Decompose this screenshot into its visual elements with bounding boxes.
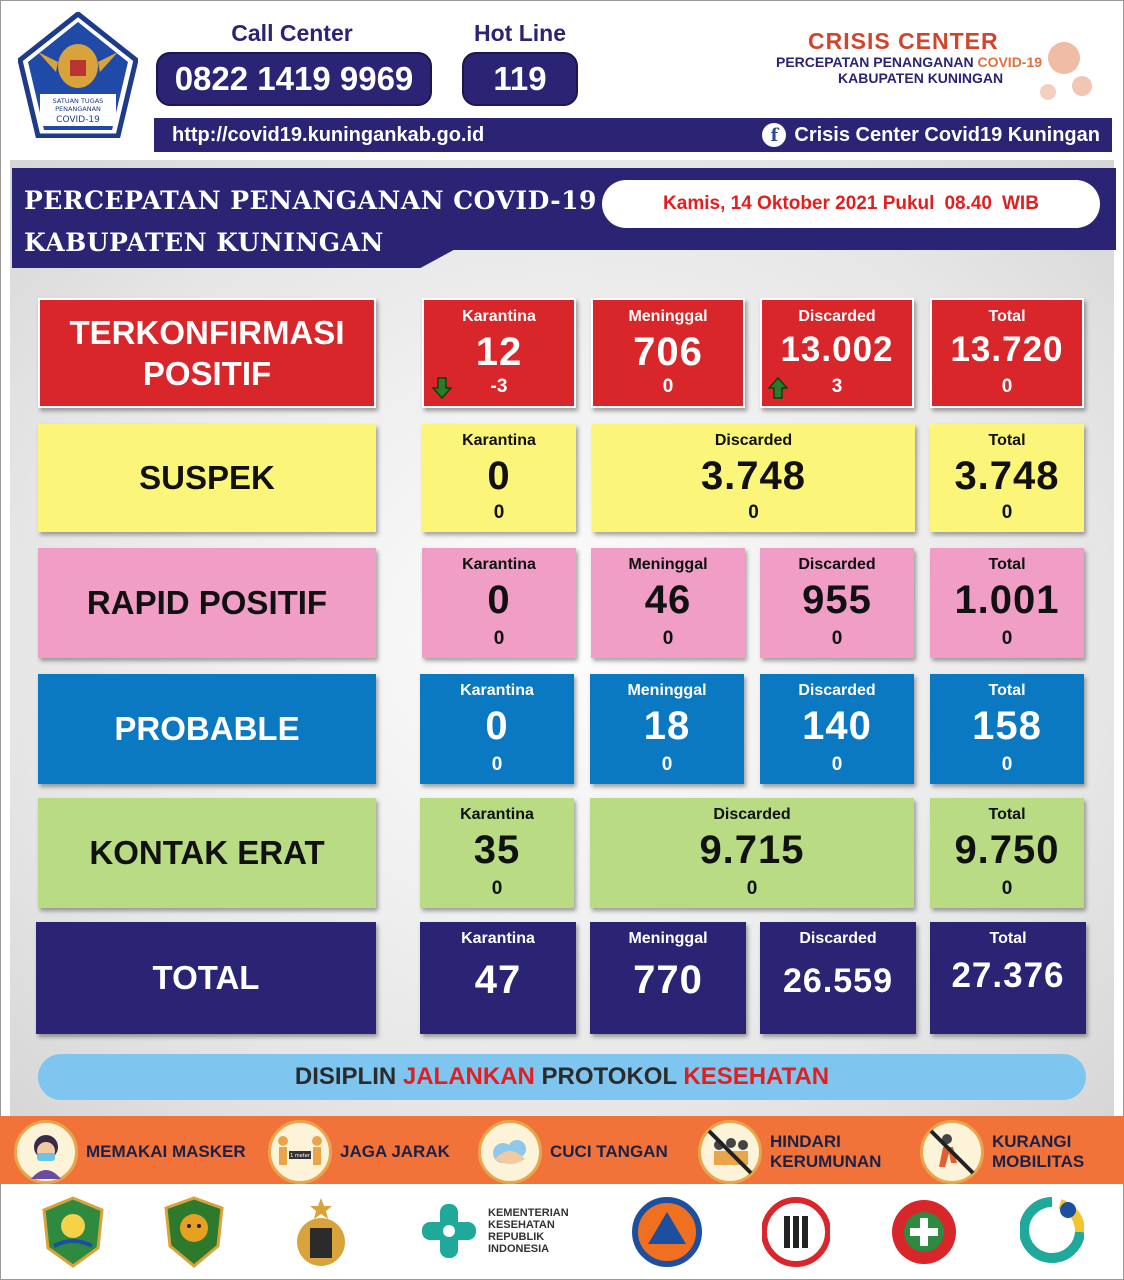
distance-sign-text: 1 meter [290, 1153, 310, 1159]
distance-icon [268, 1120, 332, 1184]
idi-logo [762, 1196, 830, 1268]
row-label-rapid-positif: RAPID POSITIF [38, 548, 376, 658]
rapid-karantina: Karantina 0 0 [422, 548, 576, 658]
crowd-icon [698, 1120, 762, 1184]
probable-total: Total 158 0 [930, 674, 1084, 784]
shield-text-3: COVID-19 [56, 115, 100, 125]
row-label-suspek: SUSPEK [38, 424, 376, 532]
shield-text-2: PENANGANAN [55, 105, 101, 113]
covid19-campaign-logo [1020, 1196, 1084, 1268]
row-label-total: TOTAL [36, 922, 376, 1034]
terkonfirmasi-discarded: Discarded 13.002 3 [760, 298, 914, 408]
mask-icon [14, 1120, 78, 1184]
probable-discarded: Discarded 140 0 [760, 674, 914, 784]
arrow-down-icon [432, 376, 452, 400]
ppni-logo [890, 1196, 958, 1268]
terkonfirmasi-karantina: Karantina 12 -3 [422, 298, 576, 408]
siliwangi-logo [162, 1196, 226, 1268]
probable-karantina: Karantina 0 0 [420, 674, 574, 784]
tip-jaga-jarak: 1 meter JAGA JARAK [268, 1120, 450, 1184]
website-link[interactable]: http://covid19.kuningankab.go.id [172, 123, 485, 146]
total-karantina: Karantina 47 [420, 922, 576, 1034]
tip-kurangi-mobilitas: KURANGI MOBILITAS [920, 1120, 1084, 1184]
total-discarded: Discarded 26.559 [760, 922, 916, 1034]
total-total: Total 27.376 [930, 922, 1086, 1034]
url-bar [154, 118, 1112, 152]
probable-meninggal: Meninggal 18 0 [590, 674, 744, 784]
row-label-terkonfirmasi: TERKONFIRMASI POSITIF [38, 298, 376, 408]
tip-hindari-kerumunan: HINDARI KERUMUNAN [698, 1120, 881, 1184]
row-label-probable: PROBABLE [38, 674, 376, 784]
suspek-discarded: Discarded 3.748 0 [592, 424, 915, 532]
kontak-karantina: Karantina 35 0 [420, 798, 574, 908]
handwash-icon [478, 1120, 542, 1184]
kemenkes-emblem-icon [418, 1200, 480, 1262]
report-date: Kamis, 14 Oktober 2021 Pukul 08.40 WIB [602, 180, 1100, 228]
shield-text-1: SATUAN TUGAS [52, 97, 104, 105]
terkonfirmasi-total: Total 13.720 0 [930, 298, 1084, 408]
kuningan-regency-logo [40, 1196, 106, 1268]
suspek-karantina: Karantina 0 0 [422, 424, 576, 532]
call-center-label: Call Center [231, 20, 353, 46]
row-label-kontak-erat: KONTAK ERAT [38, 798, 376, 908]
call-center-number[interactable]: 0822 1419 9969 [156, 52, 432, 106]
page-title: PERCEPATAN PENANGANAN COVID-19 KABUPATEN KUNINGAN [24, 186, 597, 257]
crisis-center-logo [760, 26, 1110, 116]
rapid-total: Total 1.001 0 [930, 548, 1084, 658]
mobility-icon [920, 1120, 984, 1184]
tip-cuci-tangan: CUCI TANGAN [478, 1120, 668, 1184]
crisis-center-subtitle: PERCEPATAN PENANGANAN COVID-19 [776, 54, 1043, 70]
health-protocol-banner: DISIPLIN JALANKAN PROTOKOL KESEHATAN [38, 1054, 1086, 1100]
polri-logo [288, 1196, 354, 1268]
hotline-label: Hot Line [474, 20, 566, 46]
bnpb-logo [632, 1196, 702, 1268]
total-meninggal: Meninggal 770 [590, 922, 746, 1034]
kontak-total: Total 9.750 0 [930, 798, 1084, 908]
rapid-meninggal: Meninggal 46 0 [591, 548, 745, 658]
satgas-covid19-shield-logo [18, 12, 138, 138]
kontak-discarded: Discarded 9.715 0 [590, 798, 914, 908]
hotline-number[interactable]: 119 [462, 52, 578, 106]
rapid-discarded: Discarded 955 0 [760, 548, 914, 658]
facebook-link[interactable] [762, 123, 1100, 147]
tip-memakai-masker: MEMAKAI MASKER [14, 1120, 246, 1184]
crisis-center-title: CRISIS CENTER [808, 28, 999, 54]
crisis-center-region: KABUPATEN KUNINGAN [838, 70, 1004, 86]
facebook-page-name: Crisis Center Covid19 Kuningan [794, 123, 1100, 146]
terkonfirmasi-meninggal: Meninggal 706 0 [591, 298, 745, 408]
kemenkes-logo: KEMENTERIAN KESEHATAN REPUBLIK INDONESIA [418, 1200, 569, 1262]
suspek-total: Total 3.748 0 [930, 424, 1084, 532]
facebook-icon: f [762, 123, 786, 147]
arrow-up-icon [768, 376, 788, 400]
